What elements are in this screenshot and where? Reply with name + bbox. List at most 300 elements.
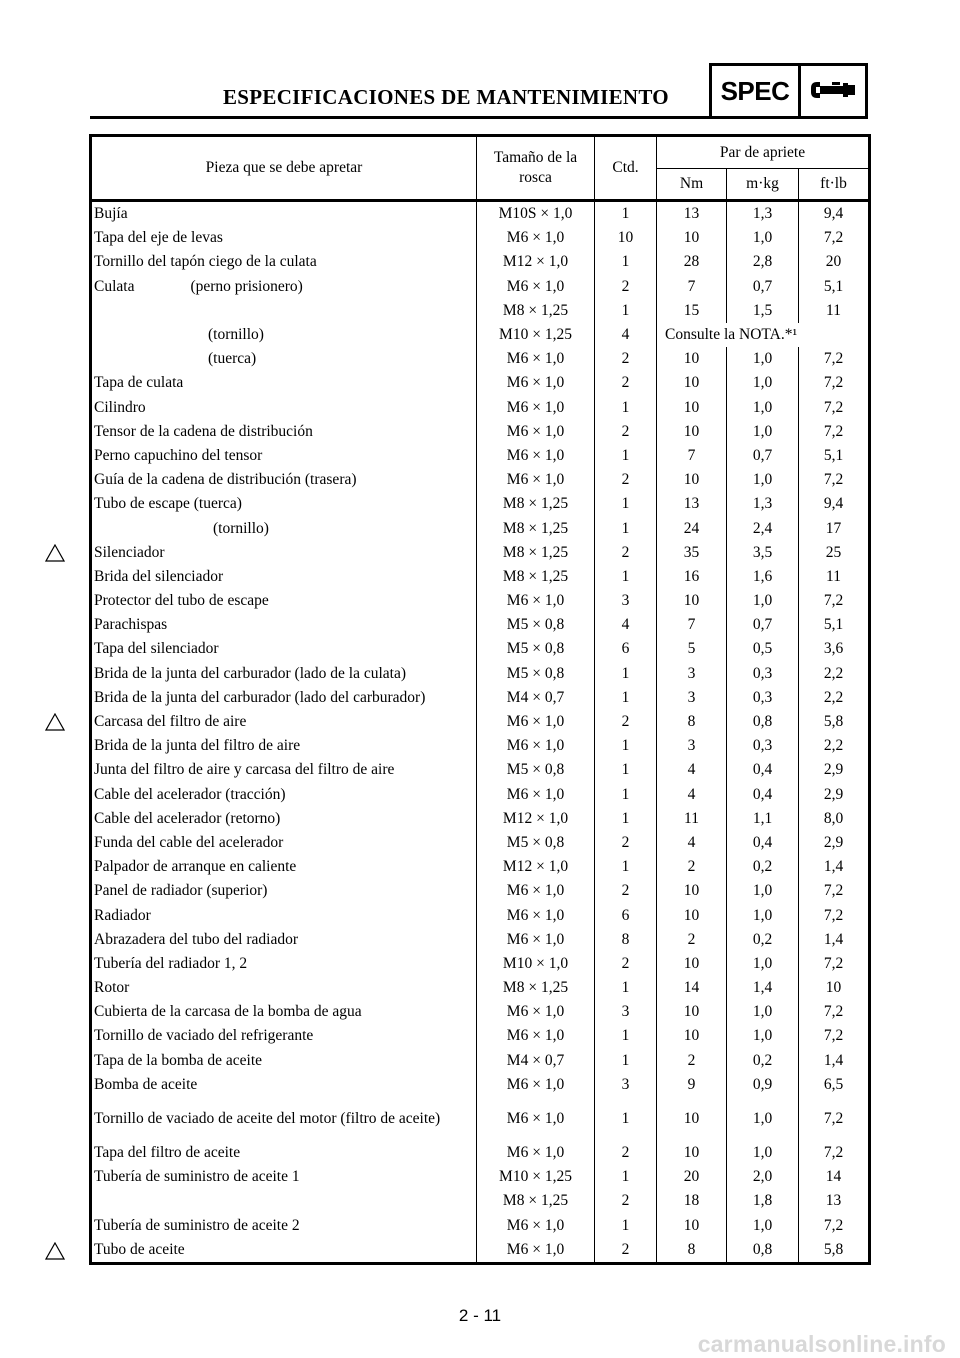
- part-cell: [91, 1214, 477, 1238]
- ftlb-cell: 1,4: [799, 928, 870, 952]
- part-cell: [91, 831, 477, 855]
- thread-cell: M8 × 1,25: [477, 976, 595, 1000]
- part-cell: [91, 637, 477, 661]
- part-cell: [91, 396, 477, 420]
- table-row: [91, 468, 870, 492]
- ftlb-cell: 7,2: [799, 1097, 870, 1141]
- part-name: Brida del silenciador: [94, 567, 224, 585]
- table-row: [91, 347, 870, 371]
- part-name: Cilindro: [94, 398, 146, 416]
- qty-cell: 10: [595, 226, 657, 250]
- table-row: [91, 371, 870, 395]
- table-row: [91, 1073, 870, 1097]
- mkg-cell: 2,8: [727, 250, 799, 274]
- ftlb-cell: 13: [799, 1189, 870, 1213]
- nm-cell: 10: [657, 347, 727, 371]
- table-row: [91, 541, 870, 565]
- ftlb-cell: 7,2: [799, 903, 870, 927]
- thread-cell: M12 × 1,0: [477, 855, 595, 879]
- mkg-cell: 1,1: [727, 807, 799, 831]
- mkg-cell: 1,3: [727, 492, 799, 516]
- table-row: [91, 444, 870, 468]
- ftlb-cell: 5,8: [799, 1238, 870, 1264]
- nm-cell: 10: [657, 226, 727, 250]
- part-cell: [91, 807, 477, 831]
- nm-cell: 28: [657, 250, 727, 274]
- part-cell: [91, 201, 477, 227]
- part-cell: [91, 250, 477, 274]
- thread-cell: M6 × 1,0: [477, 879, 595, 903]
- table-row: [91, 1024, 870, 1048]
- qty-cell: 1: [595, 855, 657, 879]
- header-ftlb: ft·lb: [799, 169, 870, 201]
- mkg-cell: 1,0: [727, 468, 799, 492]
- table-row: [91, 928, 870, 952]
- mkg-cell: 1,5: [727, 299, 799, 323]
- thread-cell: M12 × 1,0: [477, 807, 595, 831]
- part-name: Cable del acelerador (retorno): [94, 809, 281, 827]
- table-row: [91, 1049, 870, 1073]
- table-row: [91, 855, 870, 879]
- ftlb-cell: 7,2: [799, 226, 870, 250]
- nm-cell: 8: [657, 1238, 727, 1264]
- ftlb-cell: 3,6: [799, 637, 870, 661]
- part-cell: [91, 879, 477, 903]
- ftlb-cell: 5,1: [799, 444, 870, 468]
- thread-cell: M12 × 1,0: [477, 250, 595, 274]
- thread-cell: M8 × 1,25: [477, 1189, 595, 1213]
- nm-cell: 16: [657, 565, 727, 589]
- ftlb-cell: 1,4: [799, 1049, 870, 1073]
- thread-cell: M6 × 1,0: [477, 1238, 595, 1264]
- thread-cell: M6 × 1,0: [477, 903, 595, 927]
- thread-cell: M4 × 0,7: [477, 686, 595, 710]
- part-cell: [91, 710, 477, 734]
- thread-cell: M5 × 0,8: [477, 758, 595, 782]
- qty-cell: 1: [595, 1024, 657, 1048]
- mkg-cell: 1,0: [727, 1214, 799, 1238]
- qty-cell: 3: [595, 1000, 657, 1024]
- thread-cell: M10 × 1,25: [477, 323, 595, 347]
- part-name: Funda del cable del acelerador: [94, 833, 284, 851]
- ftlb-cell: 2,9: [799, 783, 870, 807]
- part-name: Protector del tubo de escape: [94, 592, 269, 610]
- nm-cell: 3: [657, 686, 727, 710]
- torque-spec-table: [89, 134, 871, 1265]
- part-cell: [91, 589, 477, 613]
- mkg-cell: 1,0: [727, 879, 799, 903]
- qty-cell: 1: [595, 662, 657, 686]
- table-row: [91, 1214, 870, 1238]
- thread-cell: M6 × 1,0: [477, 468, 595, 492]
- ftlb-cell: 25: [799, 541, 870, 565]
- qty-cell: 1: [595, 396, 657, 420]
- qty-cell: 2: [595, 1141, 657, 1165]
- thread-cell: M10 × 1,0: [477, 952, 595, 976]
- qty-cell: 3: [595, 1073, 657, 1097]
- part-name: Panel de radiador (superior): [94, 882, 268, 900]
- part-subtype: (tornillo): [213, 519, 269, 537]
- part-name: Silenciador: [94, 543, 165, 561]
- part-name: Tapa de culata: [94, 374, 184, 392]
- qty-cell: 1: [595, 1165, 657, 1189]
- header-nm: Nm: [657, 169, 727, 201]
- part-name: Tornillo de vaciado del refrigerante: [94, 1027, 314, 1045]
- nm-cell: 4: [657, 758, 727, 782]
- ftlb-cell: 2,2: [799, 662, 870, 686]
- nm-cell: 24: [657, 516, 727, 540]
- table-row: [91, 1165, 870, 1189]
- part-cell: [91, 1141, 477, 1165]
- page-number: 2 - 11: [458, 1306, 502, 1325]
- nm-cell: 2: [657, 855, 727, 879]
- qty-cell: 1: [595, 686, 657, 710]
- thread-cell: M6 × 1,0: [477, 734, 595, 758]
- nm-cell: 5: [657, 637, 727, 661]
- qty-cell: 1: [595, 807, 657, 831]
- table-row: [91, 758, 870, 782]
- part-cell: [91, 1073, 477, 1097]
- part-cell: [91, 928, 477, 952]
- thread-cell: M8 × 1,25: [477, 541, 595, 565]
- part-cell: [91, 855, 477, 879]
- nm-cell: 7: [657, 613, 727, 637]
- table-row: [91, 589, 870, 613]
- qty-cell: 2: [595, 420, 657, 444]
- thread-cell: M6 × 1,0: [477, 710, 595, 734]
- nm-cell: 10: [657, 420, 727, 444]
- ftlb-cell: 11: [799, 299, 870, 323]
- nm-cell: 8: [657, 710, 727, 734]
- mkg-cell: 0,3: [727, 734, 799, 758]
- thread-cell: M6 × 1,0: [477, 1141, 595, 1165]
- part-name: Guía de la cadena de distribución (trasera): [94, 471, 357, 489]
- part-name: Tapa del filtro de aceite: [94, 1144, 241, 1162]
- part-name: Bomba de aceite: [94, 1075, 198, 1093]
- part-cell: [91, 1000, 477, 1024]
- table-row: [91, 734, 870, 758]
- mkg-cell: 1,0: [727, 226, 799, 250]
- part-cell: [91, 686, 477, 710]
- ftlb-cell: 10: [799, 976, 870, 1000]
- mkg-cell: 1,0: [727, 903, 799, 927]
- nm-cell: 10: [657, 1214, 727, 1238]
- nm-cell: 10: [657, 1097, 727, 1141]
- ftlb-cell: 2,9: [799, 758, 870, 782]
- nm-cell: 15: [657, 299, 727, 323]
- mkg-cell: 0,7: [727, 275, 799, 299]
- mkg-cell: 1,0: [727, 1097, 799, 1141]
- part-name: Radiador: [94, 906, 151, 924]
- nm-cell: 4: [657, 783, 727, 807]
- table-row: [91, 879, 870, 903]
- table-row: [91, 686, 870, 710]
- qty-cell: 1: [595, 201, 657, 227]
- header-qty: Ctd.: [595, 136, 657, 201]
- watermark: carmanualsonline.info: [697, 1331, 946, 1357]
- table-row: [91, 420, 870, 444]
- ftlb-cell: 5,1: [799, 613, 870, 637]
- nm-cell: 10: [657, 371, 727, 395]
- thread-cell: M6 × 1,0: [477, 444, 595, 468]
- table-row: [91, 1000, 870, 1024]
- table-row: [91, 492, 870, 516]
- mkg-cell: 3,5: [727, 541, 799, 565]
- ftlb-cell: 9,4: [799, 492, 870, 516]
- part-name: Tubería del radiador 1, 2: [94, 954, 248, 972]
- qty-cell: 2: [595, 710, 657, 734]
- table-row: [91, 516, 870, 540]
- mkg-cell: 0,3: [727, 686, 799, 710]
- table-row: [91, 831, 870, 855]
- qty-cell: 2: [595, 879, 657, 903]
- thread-cell: M8 × 1,25: [477, 299, 595, 323]
- mkg-cell: 0,7: [727, 613, 799, 637]
- mkg-cell: 0,4: [727, 831, 799, 855]
- qty-cell: 2: [595, 275, 657, 299]
- part-name: Palpador de arranque en caliente: [94, 858, 297, 876]
- part-name: Tapa del silenciador: [94, 640, 219, 658]
- header-part: Pieza que se debe apretar: [91, 136, 477, 201]
- nm-cell: 10: [657, 1141, 727, 1165]
- thread-cell: M5 × 0,8: [477, 831, 595, 855]
- qty-cell: 2: [595, 831, 657, 855]
- ftlb-cell: 8,0: [799, 807, 870, 831]
- part-name: Brida de la junta del filtro de aire: [94, 737, 301, 755]
- part-name: Tapa del eje de levas: [94, 229, 223, 247]
- qty-cell: 1: [595, 758, 657, 782]
- thread-cell: M6 × 1,0: [477, 1073, 595, 1097]
- qty-cell: 1: [595, 1097, 657, 1141]
- ftlb-cell: 2,2: [799, 686, 870, 710]
- thread-cell: M6 × 1,0: [477, 783, 595, 807]
- table-row: [91, 565, 870, 589]
- mkg-cell: 0,4: [727, 783, 799, 807]
- thread-cell: M8 × 1,25: [477, 516, 595, 540]
- mkg-cell: 0,8: [727, 1238, 799, 1264]
- ftlb-cell: 7,2: [799, 1141, 870, 1165]
- part-name: Cubierta de la carcasa de la bomba de agua: [94, 1003, 362, 1021]
- ftlb-cell: 7,2: [799, 420, 870, 444]
- nm-cell: 2: [657, 928, 727, 952]
- nm-cell: 10: [657, 952, 727, 976]
- nm-cell: 20: [657, 1165, 727, 1189]
- mkg-cell: 1,4: [727, 976, 799, 1000]
- table-row: [91, 662, 870, 686]
- part-name: Tubería de suministro de aceite 1: [94, 1168, 300, 1186]
- part-cell: [91, 758, 477, 782]
- header-mkg: m·kg: [727, 169, 799, 201]
- table-row: [91, 1141, 870, 1165]
- part-cell: [91, 323, 477, 347]
- part-name: Tensor de la cadena de distribución: [94, 422, 313, 440]
- mkg-cell: 2,4: [727, 516, 799, 540]
- mkg-cell: 1,0: [727, 371, 799, 395]
- part-name: Carcasa del filtro de aire: [94, 713, 247, 731]
- part-cell: [91, 976, 477, 1000]
- part-cell: [91, 565, 477, 589]
- part-cell: [91, 903, 477, 927]
- part-name: Culata: [94, 277, 135, 295]
- mkg-cell: 0,2: [727, 928, 799, 952]
- header-torque: Par de apriete: [657, 136, 870, 169]
- spec-badge: SPEC: [712, 66, 801, 116]
- part-name: Rotor: [94, 979, 130, 997]
- qty-cell: 1: [595, 250, 657, 274]
- thread-cell: M5 × 0,8: [477, 637, 595, 661]
- ftlb-cell: 2,2: [799, 734, 870, 758]
- part-cell: [91, 275, 477, 299]
- mkg-cell: 0,3: [727, 662, 799, 686]
- part-cell: [91, 662, 477, 686]
- nm-cell: 9: [657, 1073, 727, 1097]
- nm-cell: 7: [657, 275, 727, 299]
- thread-cell: M10S × 1,0: [477, 201, 595, 227]
- part-name: Junta del filtro de aire y carcasa del filtro de aire: [94, 761, 395, 779]
- nm-cell: 10: [657, 1000, 727, 1024]
- table-row: [91, 275, 870, 299]
- qty-cell: 2: [595, 541, 657, 565]
- ftlb-cell: 5,8: [799, 710, 870, 734]
- part-cell: [91, 783, 477, 807]
- part-subtype: (perno prisionero): [190, 277, 303, 295]
- thread-cell: M6 × 1,0: [477, 420, 595, 444]
- qty-cell: 1: [595, 492, 657, 516]
- mkg-cell: 1,0: [727, 420, 799, 444]
- nm-cell: 4: [657, 831, 727, 855]
- table-row: [91, 396, 870, 420]
- table-row: [91, 1189, 870, 1213]
- part-name: Bujía: [94, 205, 128, 223]
- ftlb-cell: 7,2: [799, 468, 870, 492]
- ftlb-cell: 7,2: [799, 952, 870, 976]
- part-name: Cable del acelerador (tracción): [94, 785, 286, 803]
- part-subtype: (tuerca): [208, 350, 257, 368]
- table-row: [91, 807, 870, 831]
- ftlb-cell: 7,2: [799, 396, 870, 420]
- mkg-cell: 0,2: [727, 1049, 799, 1073]
- part-name: Tubería de suministro de aceite 2: [94, 1216, 300, 1234]
- mkg-cell: 0,5: [727, 637, 799, 661]
- thread-cell: M6 × 1,0: [477, 1024, 595, 1048]
- part-subtype: (tornillo): [208, 326, 264, 344]
- mkg-cell: 2,0: [727, 1165, 799, 1189]
- mkg-cell: 1,8: [727, 1189, 799, 1213]
- thread-cell: M8 × 1,25: [477, 565, 595, 589]
- table-row: [91, 299, 870, 323]
- ftlb-cell: 7,2: [799, 589, 870, 613]
- part-cell: [91, 613, 477, 637]
- table-row: [91, 201, 870, 227]
- ftlb-cell: 6,5: [799, 1073, 870, 1097]
- part-cell: [91, 371, 477, 395]
- thread-cell: M6 × 1,0: [477, 347, 595, 371]
- qty-cell: 1: [595, 444, 657, 468]
- part-cell: [91, 347, 477, 371]
- nm-cell: 10: [657, 589, 727, 613]
- nm-cell: 13: [657, 201, 727, 227]
- qty-cell: 1: [595, 299, 657, 323]
- page-title: ESPECIFICACIONES DE MANTENIMIENTO: [223, 85, 669, 109]
- mkg-cell: 0,8: [727, 710, 799, 734]
- part-cell: [91, 1097, 477, 1141]
- mkg-cell: 1,0: [727, 396, 799, 420]
- part-cell: [91, 492, 477, 516]
- thread-cell: M6 × 1,0: [477, 275, 595, 299]
- part-name: Tornillo de vaciado de aceite del motor (filtro de aceite): [94, 1110, 441, 1128]
- qty-cell: 2: [595, 371, 657, 395]
- part-cell: [91, 1238, 477, 1264]
- ftlb-cell: 2,9: [799, 831, 870, 855]
- qty-cell: 2: [595, 1238, 657, 1264]
- ftlb-cell: 7,2: [799, 347, 870, 371]
- qty-cell: 2: [595, 952, 657, 976]
- table-row: [91, 903, 870, 927]
- qty-cell: 4: [595, 323, 657, 347]
- part-name: Tubo de escape (tuerca): [94, 495, 242, 513]
- nm-cell: 35: [657, 541, 727, 565]
- part-cell: [91, 444, 477, 468]
- nm-cell: 7: [657, 444, 727, 468]
- thread-cell: M6 × 1,0: [477, 396, 595, 420]
- qty-cell: 1: [595, 516, 657, 540]
- table-row: [91, 323, 870, 347]
- part-cell: [91, 299, 477, 323]
- warning-triangle-icon: [45, 1242, 65, 1260]
- qty-cell: 1: [595, 1049, 657, 1073]
- part-cell: [91, 1024, 477, 1048]
- ftlb-cell: 7,2: [799, 371, 870, 395]
- ftlb-cell: 11: [799, 565, 870, 589]
- header-thread: Tamaño de la rosca: [477, 136, 595, 201]
- ftlb-cell: 1,4: [799, 855, 870, 879]
- part-cell: [91, 226, 477, 250]
- qty-cell: 1: [595, 783, 657, 807]
- part-cell: [91, 516, 477, 540]
- qty-cell: 2: [595, 468, 657, 492]
- nm-cell: 10: [657, 1024, 727, 1048]
- ftlb-cell: 14: [799, 1165, 870, 1189]
- nm-cell: 10: [657, 903, 727, 927]
- qty-cell: 6: [595, 903, 657, 927]
- part-name: Tubo de aceite: [94, 1240, 185, 1258]
- nm-cell: 10: [657, 879, 727, 903]
- qty-cell: 1: [595, 734, 657, 758]
- part-cell: [91, 1165, 477, 1189]
- part-name: Tornillo del tapón ciego de la culata: [94, 253, 317, 271]
- nm-cell: 10: [657, 468, 727, 492]
- part-cell: [91, 1189, 477, 1213]
- table-row: [91, 250, 870, 274]
- nm-cell: 2: [657, 1049, 727, 1073]
- torque-note-cell: Consulte la NOTA.*¹: [657, 323, 870, 347]
- thread-cell: M8 × 1,25: [477, 492, 595, 516]
- table-row: [91, 783, 870, 807]
- mkg-cell: 1,0: [727, 1024, 799, 1048]
- part-cell: [91, 1049, 477, 1073]
- part-cell: [91, 952, 477, 976]
- wrench-icon: [801, 66, 865, 116]
- mkg-cell: 1,0: [727, 1000, 799, 1024]
- thread-cell: M4 × 0,7: [477, 1049, 595, 1073]
- thread-cell: M6 × 1,0: [477, 928, 595, 952]
- part-name: Parachispas: [94, 616, 168, 634]
- nm-cell: 10: [657, 396, 727, 420]
- mkg-cell: 0,7: [727, 444, 799, 468]
- qty-cell: 4: [595, 613, 657, 637]
- part-name: Brida de la junta del carburador (lado de la culata): [94, 664, 407, 682]
- part-cell: [91, 420, 477, 444]
